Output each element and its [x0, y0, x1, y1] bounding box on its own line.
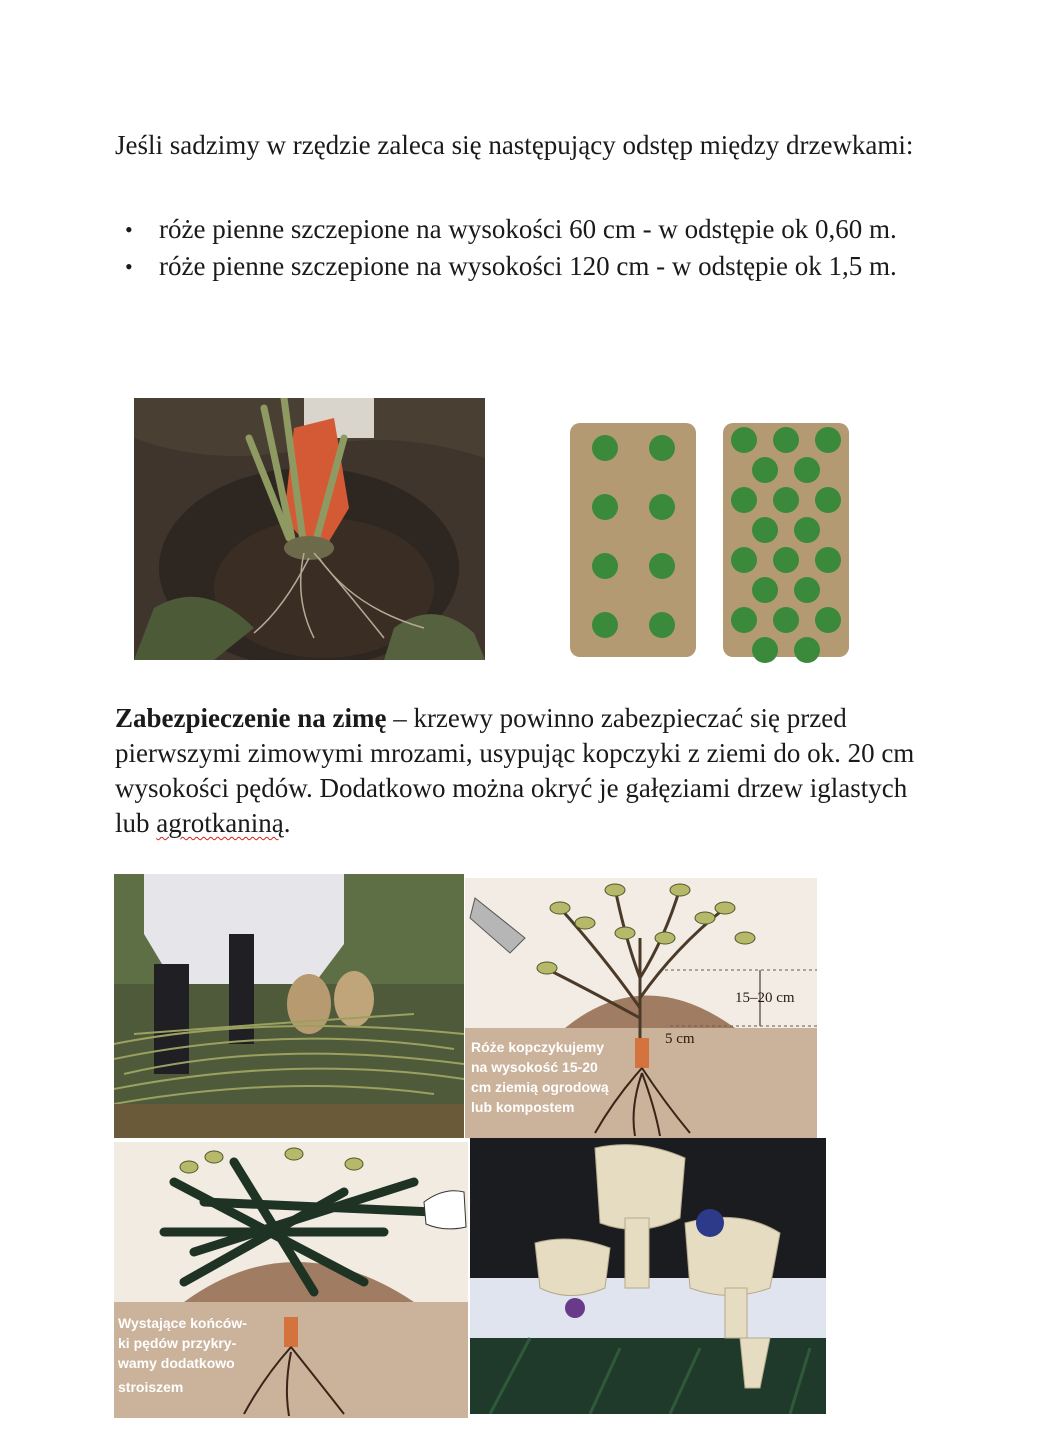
covering-caption-line: Wystające końców- [118, 1315, 247, 1331]
mounding-illustration [465, 878, 817, 1138]
plant-dot-right [794, 637, 820, 663]
bullet-icon: • [125, 217, 133, 242]
plant-dot-left [649, 612, 675, 638]
list-item [115, 249, 945, 284]
plant-dot-left [592, 494, 618, 520]
mounding-caption-line: lub kompostem [471, 1099, 575, 1115]
covering-caption-line: stroiszem [118, 1379, 184, 1395]
covering-illustration [114, 1142, 468, 1418]
plant-dot-right [773, 487, 799, 513]
plant-dot-left [649, 494, 675, 520]
mounding-caption-line: na wysokość 15-20 [471, 1059, 598, 1075]
plant-dot-right [752, 457, 778, 483]
list-item-text: róże pienne szczepione na wysokości 120 cm - w odstępie ok 1,5 m. [159, 251, 897, 281]
spacing-list [115, 212, 945, 286]
plant-dot-right [794, 577, 820, 603]
planting-photo [134, 398, 485, 660]
branches-photo [114, 874, 464, 1138]
plant-dot-right [752, 577, 778, 603]
plant-dot-left [592, 553, 618, 579]
paragraph-spacing: Jeśli sadzimy w rzędzie zaleca się następujący odstęp między drzewkami: [115, 130, 914, 160]
covering-caption-line: ki pędów przykry- [118, 1335, 237, 1351]
winter-heading: Zabezpieczenie na zimę [115, 703, 387, 733]
plant-dot-left [649, 553, 675, 579]
plant-dot-left [592, 435, 618, 461]
plant-dot-right [731, 427, 757, 453]
list-item [115, 212, 945, 247]
spacing-diagram [566, 418, 856, 664]
plant-dot-left [592, 612, 618, 638]
plant-dot-right [815, 427, 841, 453]
plant-dot-right [752, 637, 778, 663]
plant-dot-right [815, 547, 841, 573]
plant-dot-right [815, 607, 841, 633]
misspelled-word[interactable]: agrotkaniną [156, 808, 284, 838]
plant-dot-right [773, 427, 799, 453]
covering-caption-line: wamy dodatkowo [118, 1355, 235, 1371]
plant-dot-right [794, 457, 820, 483]
bullet-icon: • [125, 254, 133, 279]
mounding-caption-line: cm ziemią ogrodową [471, 1079, 609, 1095]
plant-dot-right [815, 487, 841, 513]
measure-label-top: 15–20 cm [735, 990, 795, 1006]
plant-dot-right [731, 607, 757, 633]
winter-end: . [283, 808, 291, 838]
plant-dot-right [773, 547, 799, 573]
plant-dot-right [731, 547, 757, 573]
plant-dot-right [773, 607, 799, 633]
paragraph-winter [115, 701, 945, 841]
measure-label-bottom: 5 cm [665, 1031, 695, 1047]
plant-dot-right [752, 517, 778, 543]
plant-dot-left [649, 435, 675, 461]
plant-dot-right [794, 517, 820, 543]
mounding-caption-line: Róże kopczykujemy [471, 1039, 605, 1055]
fleece-covers-photo [470, 1138, 826, 1414]
bed-left [570, 423, 696, 657]
plant-dot-right [731, 487, 757, 513]
list-item-text: róże pienne szczepione na wysokości 60 cm - w odstępie ok 0,60 m. [159, 214, 897, 244]
winter-body: – krzewy powinno zabezpieczać się przed pierwszymi zimowymi mrozami, usypując kopczyki z ziemi do ok. 20 cm wysokości pędów. Dodatkowo można okryć je gałęziami drzew iglastych lub [115, 703, 915, 838]
